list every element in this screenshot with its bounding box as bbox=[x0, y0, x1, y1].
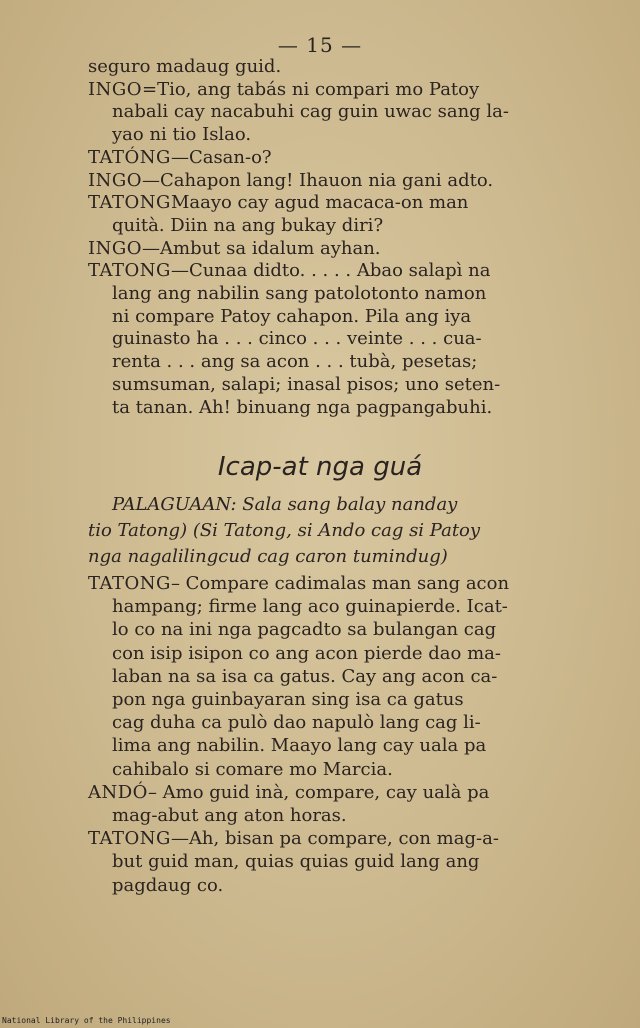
speaker-name: TATONG bbox=[88, 192, 171, 214]
line-text: —Cahapon lang! Ihauon nia gani adto. bbox=[142, 169, 494, 191]
text-line bbox=[112, 643, 501, 665]
stage-direction-line: nga nagalilingcud cag caron tumindug) bbox=[88, 546, 448, 567]
text-line bbox=[88, 79, 479, 101]
line-text: pagdaug co. bbox=[112, 874, 224, 896]
text-line bbox=[88, 260, 490, 282]
speaker-name: TATONG bbox=[88, 573, 171, 594]
line-text: renta . . . ang sa acon . . . tubà, pesetas; bbox=[112, 351, 478, 373]
line-text: pon nga guinbayaran sing isa ca gatus bbox=[112, 689, 464, 710]
line-text: —Cunaa didto. . . . . Abao salapì na bbox=[170, 260, 491, 282]
library-footer: National Library of the Philippines bbox=[2, 1016, 171, 1025]
speaker-name: TATONG bbox=[88, 828, 171, 850]
line-text: —Casan-o? bbox=[170, 146, 272, 168]
stage-direction-line: PALAGUAAN: Sala sang balay nanday bbox=[112, 494, 458, 515]
page-number: — 15 — bbox=[277, 33, 363, 57]
line-text: Maayo cay agud macaca-on man bbox=[170, 192, 469, 214]
text-line bbox=[112, 666, 497, 688]
line-text: mag-abut ang aton horas. bbox=[112, 805, 347, 826]
text-line bbox=[112, 805, 347, 827]
text-line bbox=[112, 124, 251, 146]
text-line bbox=[112, 596, 508, 618]
line-text: lang ang nabilin sang patolotonto namon bbox=[112, 283, 487, 304]
line-text: quità. Diin na ang bukay diri? bbox=[112, 214, 384, 236]
text-line bbox=[88, 782, 489, 804]
text-line bbox=[112, 759, 393, 781]
text-line bbox=[112, 215, 383, 237]
line-text: —Ambut sa idalum ayhan. bbox=[142, 237, 381, 259]
line-text: seguro madaug guid. bbox=[88, 56, 282, 77]
text-line bbox=[112, 875, 223, 897]
text-line bbox=[112, 306, 471, 328]
text-line bbox=[112, 328, 482, 350]
speaker-name: TATONG bbox=[88, 260, 171, 282]
text-line bbox=[88, 238, 381, 260]
line-text: yao ni tio Islao. bbox=[112, 124, 252, 146]
line-text: – Compare cadimalas man sang acon bbox=[170, 573, 510, 594]
line-text: ta tanan. Ah! binuang nga pagpangabuhi. bbox=[112, 396, 493, 418]
text-line bbox=[112, 851, 479, 873]
line-text: lima ang nabilin. Maayo lang cay uala pa bbox=[112, 735, 487, 757]
stage-direction-line: tio Tatong) (Si Tatong, si Ando cag si Patoy bbox=[88, 520, 481, 541]
line-text: cag duha ca pulò dao napulò lang cag li- bbox=[112, 712, 481, 734]
text-line bbox=[88, 56, 281, 78]
line-text: cahibalo si comare mo Marcia. bbox=[112, 758, 393, 780]
text-line bbox=[112, 351, 477, 373]
line-text: guinasto ha . . . cinco . . . veinte . . . cua- bbox=[112, 328, 482, 350]
line-text: – Amo guid inà, compare, cay ualà pa bbox=[147, 781, 490, 803]
line-text: con isip isipon co ang acon pierde dao ma- bbox=[112, 642, 501, 664]
text-line bbox=[88, 828, 499, 850]
speaker-name: ANDÓ bbox=[88, 781, 148, 803]
line-text: sumsuman, salapi; inasal pisos; uno seten- bbox=[112, 373, 501, 395]
line-text: —Ah, bisan pa compare, con mag-a- bbox=[170, 828, 499, 850]
text-line bbox=[112, 735, 486, 757]
text-line bbox=[88, 170, 493, 192]
line-text: =Tio, ang tabás ni compari mo Patoy bbox=[142, 78, 480, 100]
speaker-name: TATÓNG bbox=[88, 146, 171, 168]
text-line bbox=[112, 283, 486, 305]
line-text: lo co na ini nga pagcadto sa bulangan cag bbox=[112, 619, 497, 641]
text-line bbox=[112, 101, 509, 123]
line-text: laban na sa isa ca gatus. Cay ang acon ca- bbox=[112, 665, 498, 687]
text-line bbox=[112, 374, 500, 396]
line-text: hampang; firme lang aco guinapierde. Icat- bbox=[112, 596, 508, 618]
line-text: ni compare Patoy cahapon. Pila ang iya bbox=[112, 305, 472, 327]
section-heading: Icap-at nga guá bbox=[217, 452, 423, 482]
text-line bbox=[112, 397, 492, 419]
text-line bbox=[88, 147, 272, 169]
speaker-name: INGO bbox=[88, 169, 142, 191]
speaker-name: INGO bbox=[88, 78, 142, 100]
line-text: nabali cay nacabuhi cag guin uwac sang la- bbox=[112, 101, 509, 123]
text-line bbox=[112, 619, 496, 641]
text-line bbox=[112, 712, 481, 734]
text-line bbox=[112, 689, 464, 711]
line-text: but guid man, quias quias guid lang ang bbox=[112, 851, 480, 873]
speaker-name: INGO bbox=[88, 237, 142, 259]
text-line bbox=[88, 573, 509, 595]
text-line bbox=[88, 192, 468, 214]
